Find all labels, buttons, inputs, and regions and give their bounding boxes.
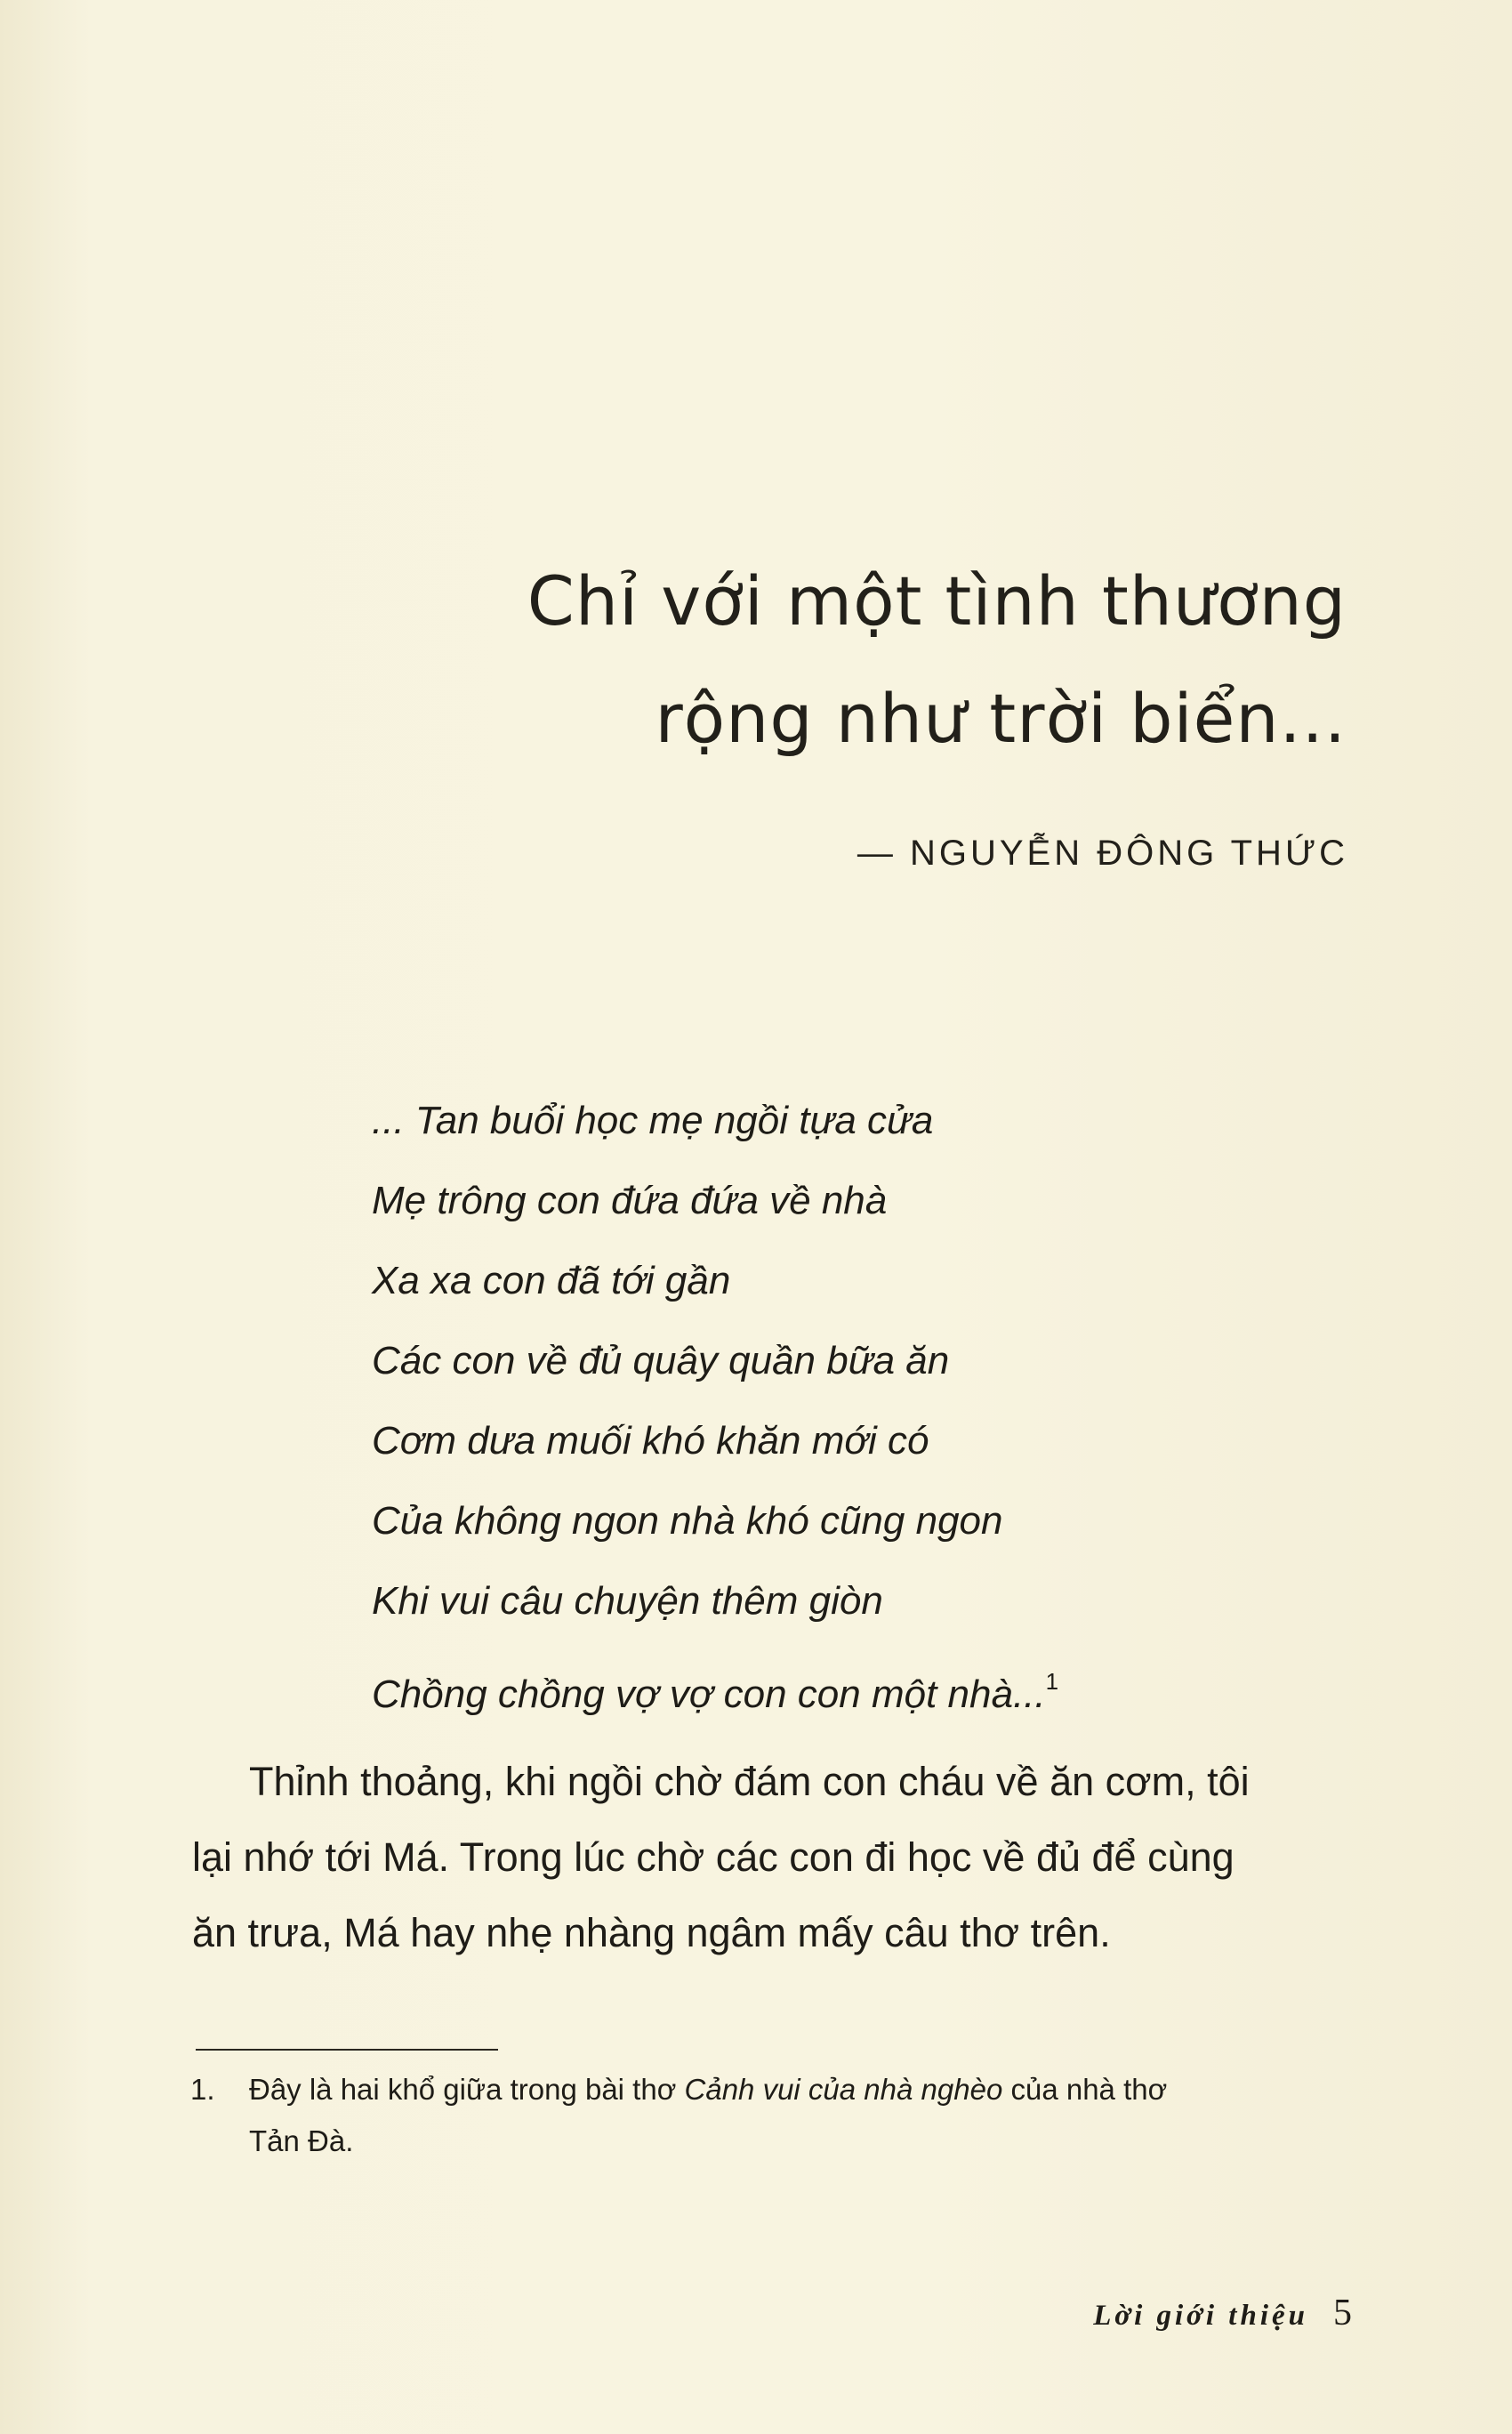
footnote-poem-title: Cảnh vui của nhà nghèo <box>684 2073 1003 2106</box>
poem-line-last <box>372 1641 1058 1721</box>
poem-line: Của không ngon nhà khó cũng ngon <box>372 1499 1003 1543</box>
poem-line: Mẹ trông con đứa đứa về nhà <box>372 1179 888 1222</box>
footnote-text-before: Đây là hai khổ giữa trong bài thơ <box>249 2073 685 2106</box>
paragraph-line: ăn trưa, Má hay nhẹ nhàng ngâm mấy câu thơ trên. <box>192 1910 1111 1955</box>
poem-line: Xa xa con đã tới gần <box>372 1259 731 1302</box>
poem-line: Các con về đủ quây quần bữa ăn <box>372 1339 950 1382</box>
footnote-number: 1. <box>190 2073 215 2106</box>
chapter-title-line-1: Chỉ với một tình thương <box>527 561 1347 641</box>
page-number: 5 <box>1333 2293 1352 2333</box>
paragraph-line: lại nhớ tới Má. Trong lúc chờ các con đi học về đủ để cùng <box>192 1834 1235 1880</box>
footnote-reference: 1 <box>1045 1668 1059 1695</box>
footnote <box>190 2064 1364 2167</box>
paragraph-line: Thỉnh thoảng, khi ngồi chờ đám con cháu về ăn cơm, tôi <box>249 1759 1250 1804</box>
section-name: Lời giới thiệu <box>1093 2300 1308 2332</box>
poem-line-text: Chồng chồng vợ vợ con con một nhà... <box>372 1672 1046 1716</box>
footnote-text-after: của nhà thơ <box>1002 2073 1168 2106</box>
poem-line: Khi vui câu chuyện thêm giòn <box>372 1579 883 1623</box>
chapter-title-line-2: rộng như trời biển... <box>655 679 1347 758</box>
body-paragraph <box>192 1744 1352 1971</box>
footnote-divider <box>196 2049 498 2051</box>
footnote-line-1 <box>190 2064 1364 2116</box>
poem-excerpt <box>372 1081 1058 1721</box>
chapter-author: — NGUYỄN ĐÔNG THỨC <box>857 834 1348 873</box>
poem-line: Cơm dưa muối khó khăn mới có <box>372 1419 929 1463</box>
running-footer <box>1093 2292 1352 2334</box>
poem-line: ... Tan buổi học mẹ ngồi tựa cửa <box>372 1099 934 1142</box>
footnote-line-2: Tản Đà. <box>249 2124 354 2157</box>
